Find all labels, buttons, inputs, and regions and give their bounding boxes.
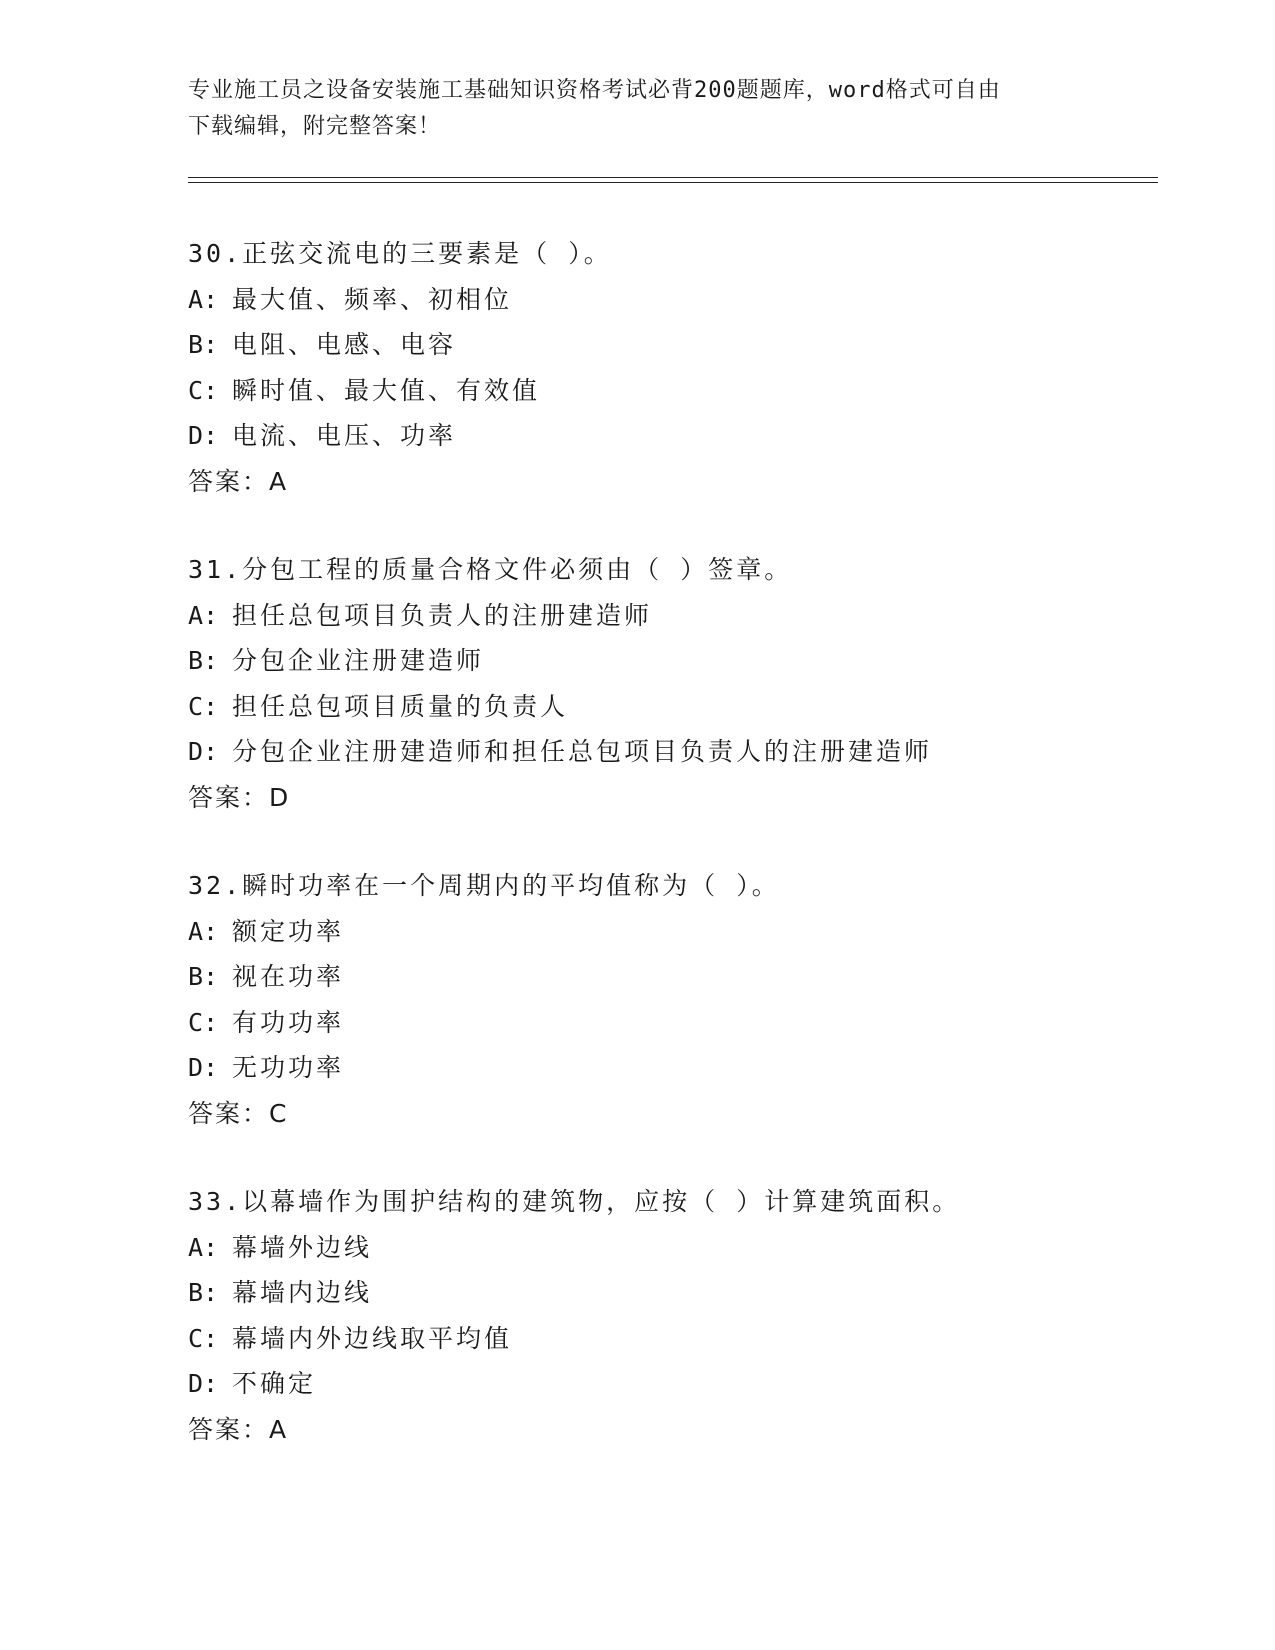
option-text: 视在功率 xyxy=(232,962,345,992)
option-key: C: xyxy=(188,375,219,405)
option-text: 分包企业注册建造师和担任总包项目负责人的注册建造师 xyxy=(232,737,933,767)
option-key: C: xyxy=(188,1323,219,1353)
option-text: 幕墙内边线 xyxy=(232,1278,373,1308)
option-key: B: xyxy=(188,962,219,992)
option-text: 无功功率 xyxy=(232,1053,345,1083)
option-text: 有功功率 xyxy=(232,1007,345,1037)
option-a xyxy=(188,1225,1168,1271)
option-d xyxy=(188,1361,1168,1407)
option-b xyxy=(188,638,1168,684)
header-rule-bottom xyxy=(188,182,1158,183)
option-key: A: xyxy=(188,284,219,314)
option-key: C: xyxy=(188,1007,219,1037)
answer: 答案：D xyxy=(188,782,291,812)
option-key: B: xyxy=(188,330,219,360)
header-rule-top xyxy=(188,177,1158,178)
option-text: 不确定 xyxy=(232,1369,317,1399)
option-d xyxy=(188,413,1168,459)
option-key: B: xyxy=(188,646,219,676)
question-stem: 30.正弦交流电的三要素是（ ）。 xyxy=(188,239,612,268)
option-c xyxy=(188,368,1168,414)
option-key: D: xyxy=(188,1053,219,1083)
header-line-1: 专业施工员之设备安装施工基础知识资格考试必背200题题库，word格式可自由 xyxy=(188,78,1001,103)
option-key: C: xyxy=(188,691,219,721)
answer: 答案：C xyxy=(188,1098,289,1128)
option-text: 幕墙外边线 xyxy=(232,1232,373,1262)
question-stem: 33.以幕墙作为围护结构的建筑物，应按（ ）计算建筑面积。 xyxy=(188,1187,961,1216)
question-32 xyxy=(188,863,1168,1137)
option-c xyxy=(188,684,1168,730)
option-key: B: xyxy=(188,1278,219,1308)
option-a xyxy=(188,593,1168,639)
option-key: D: xyxy=(188,421,219,451)
question-30 xyxy=(188,231,1168,505)
question-stem: 31.分包工程的质量合格文件必须由（ ）签章。 xyxy=(188,555,793,584)
option-d xyxy=(188,729,1168,775)
answer: 答案：A xyxy=(188,1414,289,1444)
question-33 xyxy=(188,1179,1168,1453)
option-key: A: xyxy=(188,1232,219,1262)
option-key: A: xyxy=(188,600,219,630)
option-c xyxy=(188,1000,1168,1046)
option-text: 担任总包项目负责人的注册建造师 xyxy=(232,600,653,630)
answer: 答案：A xyxy=(188,466,289,496)
question-stem: 32.瞬时功率在一个周期内的平均值称为（ ）。 xyxy=(188,871,780,900)
option-text: 担任总包项目质量的负责人 xyxy=(232,691,569,721)
option-text: 分包企业注册建造师 xyxy=(232,646,485,676)
question-31 xyxy=(188,547,1168,821)
document-header xyxy=(188,73,1088,145)
option-b xyxy=(188,954,1168,1000)
option-text: 幕墙内外边线取平均值 xyxy=(232,1323,513,1353)
option-b xyxy=(188,322,1168,368)
option-text: 最大值、频率、初相位 xyxy=(232,284,513,314)
option-text: 电阻、电感、电容 xyxy=(232,330,457,360)
option-b xyxy=(188,1270,1168,1316)
option-text: 瞬时值、最大值、有效值 xyxy=(232,375,541,405)
option-d xyxy=(188,1045,1168,1091)
option-text: 电流、电压、功率 xyxy=(232,421,457,451)
option-a xyxy=(188,909,1168,955)
header-line-2: 下载编辑，附完整答案！ xyxy=(188,114,442,139)
option-a xyxy=(188,277,1168,323)
option-c xyxy=(188,1316,1168,1362)
option-key: D: xyxy=(188,1369,219,1399)
option-key: A: xyxy=(188,916,219,946)
option-key: D: xyxy=(188,737,219,767)
option-text: 额定功率 xyxy=(232,916,345,946)
